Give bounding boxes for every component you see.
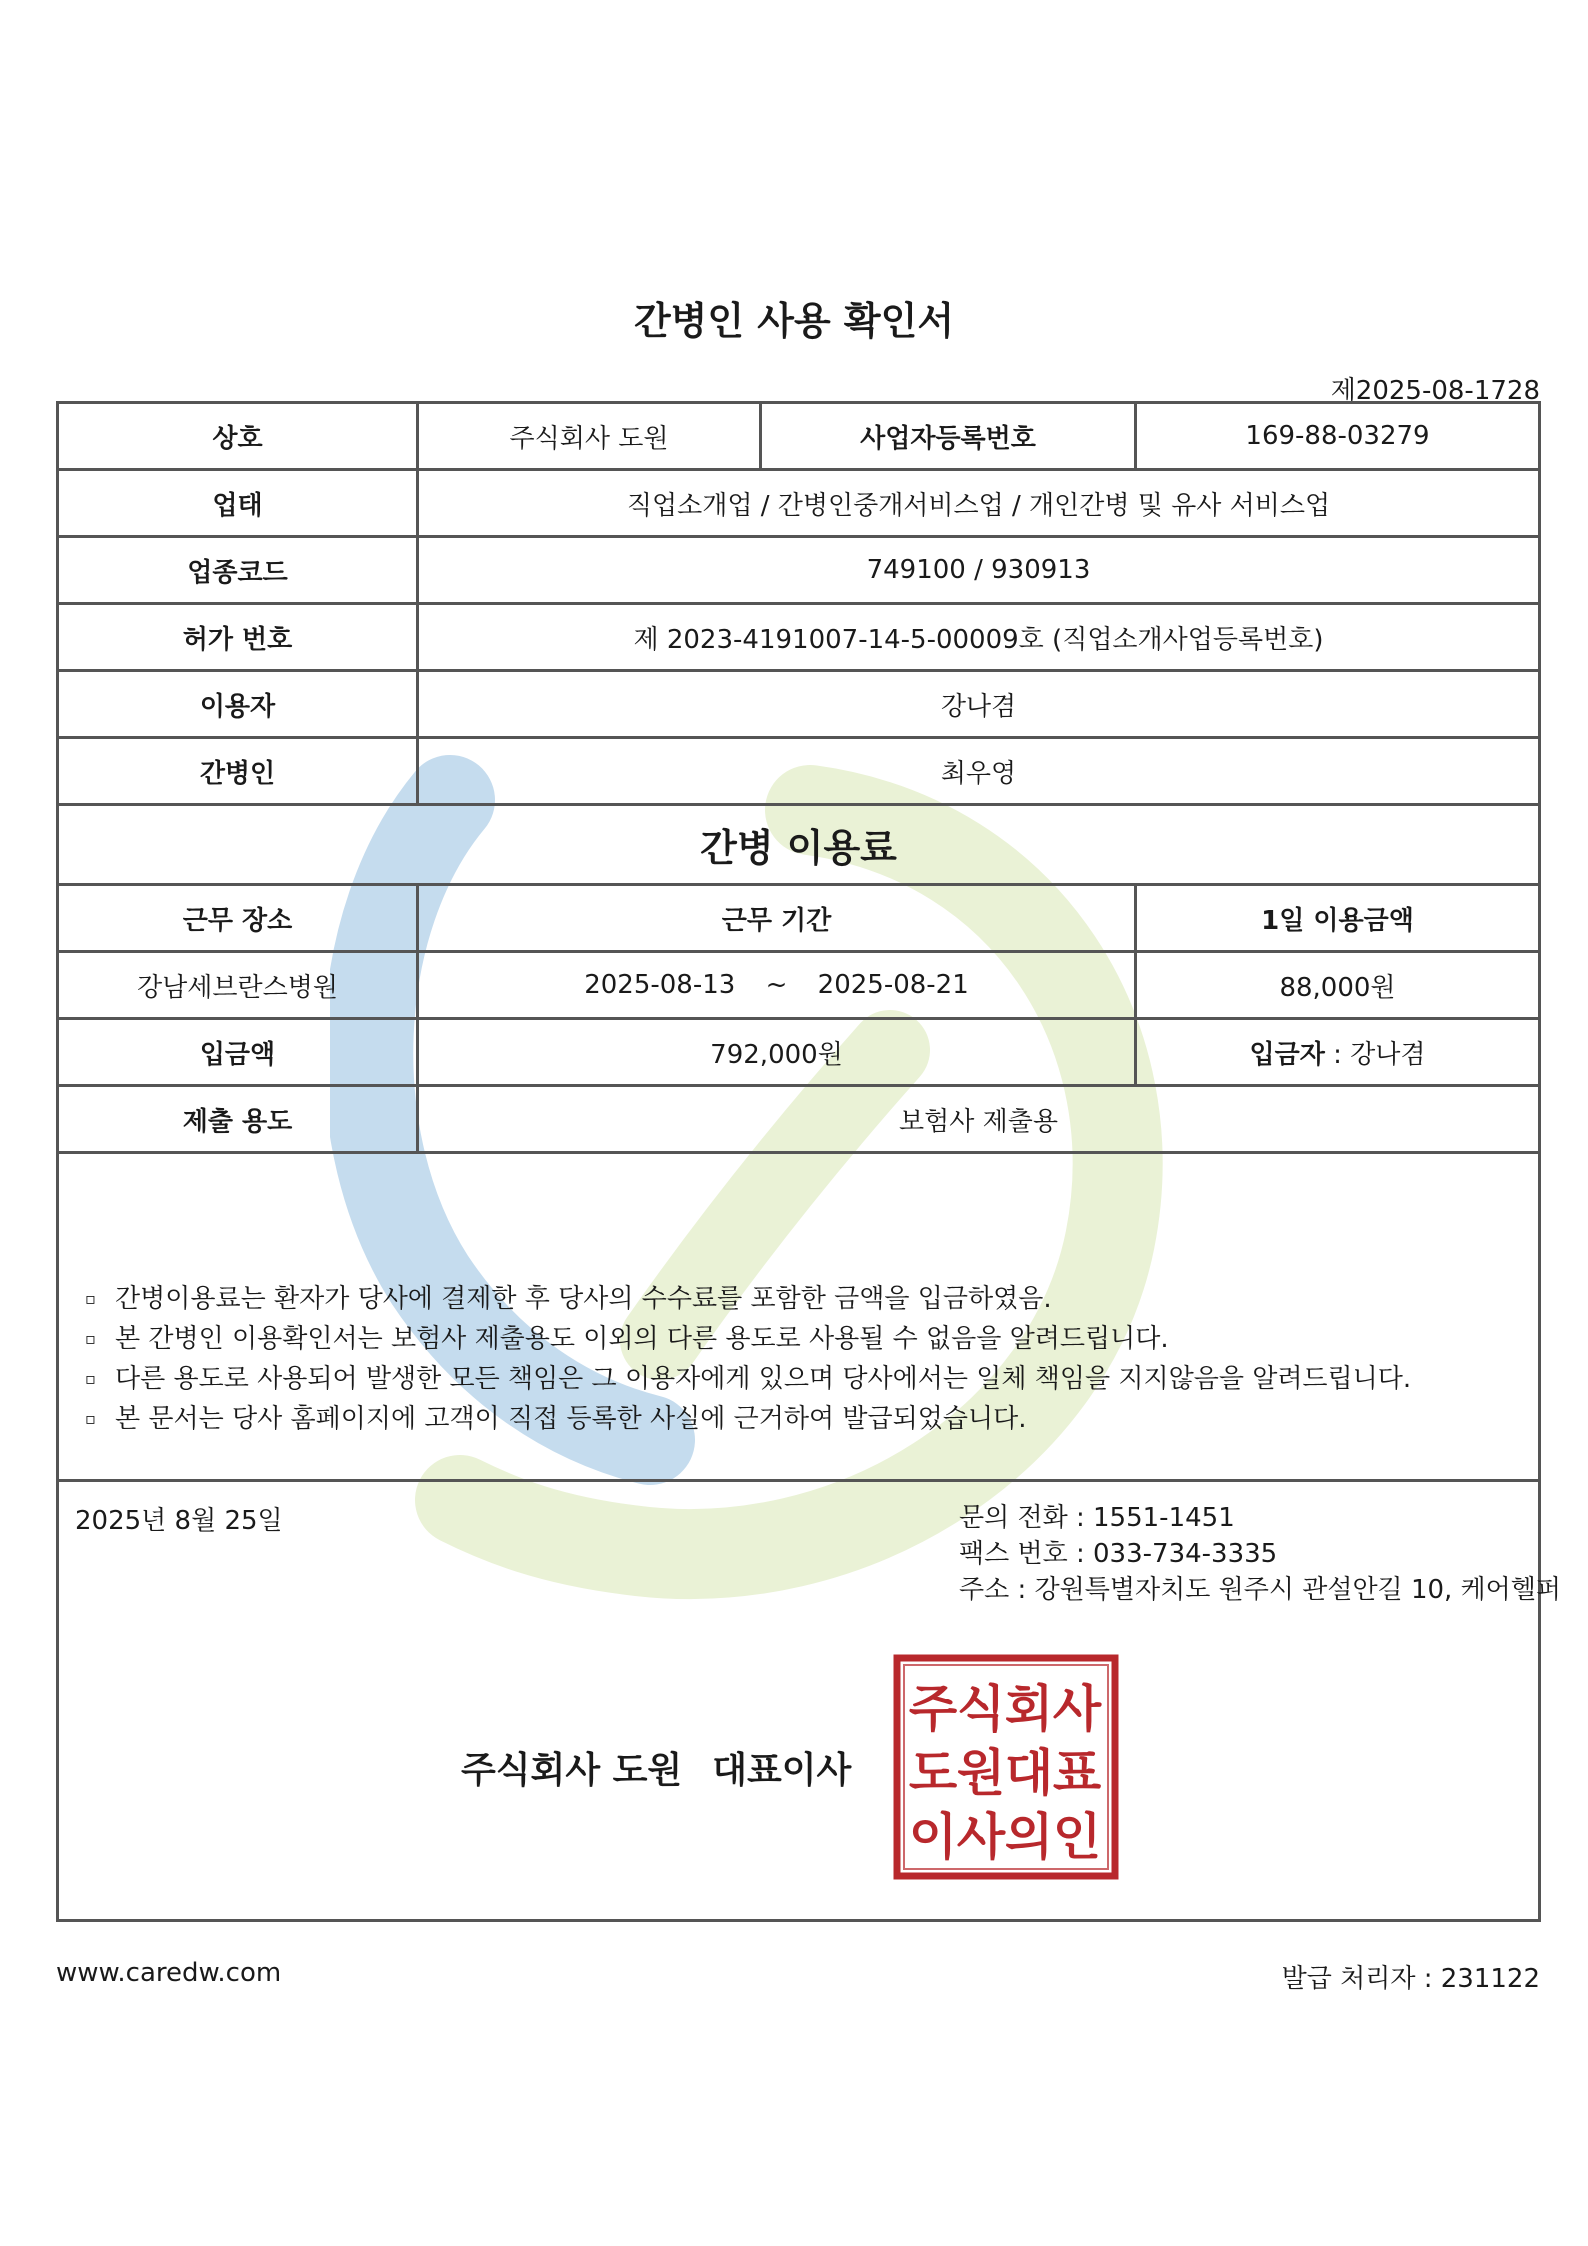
bullet-icon: ▫ bbox=[85, 1408, 96, 1428]
user-label: 이용자 bbox=[58, 671, 418, 738]
company-label: 상호 bbox=[58, 403, 418, 470]
bullet-icon: ▫ bbox=[85, 1288, 96, 1308]
seal-glyph: 인 bbox=[1052, 1808, 1102, 1866]
footer-row bbox=[58, 1481, 1540, 1921]
document-number: 제2025-08-1728 bbox=[1330, 376, 1540, 406]
seal-glyph: 이 bbox=[908, 1808, 958, 1866]
note-item: ▫ 본 문서는 당사 홈페이지에 고객이 직접 등록한 사실에 근거하여 발급되었습니다. bbox=[85, 1399, 1538, 1439]
fee-section-title: 간병 이용료 bbox=[58, 805, 1540, 885]
note-item: ▫ 다른 용도로 사용되어 발생한 모든 책임은 그 이용자에게 있으며 당사에서는 일체 책임을 지지않음을 알려드립니다. bbox=[85, 1359, 1538, 1399]
business-code-label: 업종코드 bbox=[58, 537, 418, 604]
seal-glyph: 식 bbox=[956, 1680, 1006, 1738]
daily-fee-header: 1일 이용금액 bbox=[1136, 885, 1540, 952]
fee-data-row bbox=[58, 952, 1540, 1019]
deposit-value: 792,000원 bbox=[418, 1019, 1136, 1086]
footer-cell bbox=[58, 1481, 1562, 1921]
purpose-label: 제출 용도 bbox=[58, 1086, 418, 1153]
company-value: 주식회사 도원 bbox=[418, 403, 761, 470]
contact-address: 주소 : 강원특별자치도 원주시 관설안길 10, 케어헬퍼 bbox=[959, 1575, 1562, 1605]
company-row bbox=[58, 403, 1540, 470]
contact-phone: 문의 전화 : 1551-1451 bbox=[959, 1503, 1235, 1533]
reg-number-value: 169-88-03279 bbox=[1136, 403, 1540, 470]
purpose-row bbox=[58, 1086, 1540, 1153]
user-value: 강나겸 bbox=[418, 671, 1540, 738]
company-signature bbox=[461, 1742, 851, 1793]
period-start: 2025-08-13 bbox=[584, 970, 736, 1000]
fee-header-row bbox=[58, 885, 1540, 952]
notes-list bbox=[59, 1279, 1538, 1439]
payer-value: : 강나겸 bbox=[1324, 1039, 1426, 1070]
seal-glyph: 주 bbox=[908, 1680, 958, 1738]
seal-glyph: 회 bbox=[1004, 1680, 1054, 1738]
document-title: 간병인 사용 확인서 bbox=[633, 299, 955, 343]
deposit-row bbox=[58, 1019, 1540, 1086]
business-type-row bbox=[58, 470, 1540, 537]
caregiver-value: 최우영 bbox=[418, 738, 1540, 805]
note-item: ▫ 본 간병인 이용확인서는 보험사 제출용도 이외의 다른 용도로 사용될 수 없음을 알려드립니다. bbox=[85, 1319, 1538, 1359]
seal-glyph: 사 bbox=[1052, 1680, 1102, 1738]
seal-glyph: 사 bbox=[956, 1808, 1006, 1866]
user-row bbox=[58, 671, 1540, 738]
notes-cell bbox=[58, 1153, 1540, 1481]
seal-glyph: 표 bbox=[1052, 1744, 1102, 1802]
permit-label: 허가 번호 bbox=[58, 604, 418, 671]
seal-glyph: 원 bbox=[956, 1744, 1006, 1802]
contact-fax: 팩스 번호 : 033-734-3335 bbox=[959, 1539, 1278, 1569]
period-separator: ~ bbox=[765, 970, 788, 1000]
work-period-value bbox=[418, 952, 1136, 1019]
work-period-header: 근무 기간 bbox=[418, 885, 1136, 952]
caregiver-row bbox=[58, 738, 1540, 805]
signature-title: 대표이사 bbox=[712, 1750, 852, 1791]
bullet-icon: ▫ bbox=[85, 1368, 96, 1388]
business-code-value: 749100 / 930913 bbox=[418, 537, 1540, 604]
business-type-value: 직업소개업 / 간병인중개서비스업 / 개인간병 및 유사 서비스업 bbox=[418, 470, 1540, 537]
seal-glyph: 도 bbox=[908, 1744, 958, 1802]
seal-glyph: 의 bbox=[1004, 1808, 1054, 1866]
note-item: ▫ 간병이용료는 환자가 당사에 결제한 후 당사의 수수료를 포함한 금액을 입금하였음. bbox=[85, 1279, 1538, 1319]
bullet-icon: ▫ bbox=[85, 1328, 96, 1348]
website-url: www.caredw.com bbox=[56, 1958, 282, 1988]
company-seal-stamp bbox=[893, 1654, 1119, 1880]
fee-section-row bbox=[58, 805, 1540, 885]
work-place-value: 강남세브란스병원 bbox=[58, 952, 418, 1019]
notes-row bbox=[58, 1153, 1540, 1481]
daily-fee-value: 88,000원 bbox=[1136, 952, 1540, 1019]
permit-value: 제 2023-4191007-14-5-00009호 (직업소개사업등록번호) bbox=[418, 604, 1540, 671]
signature-company: 주식회사 도원 bbox=[461, 1750, 683, 1791]
seal-glyph: 대 bbox=[1004, 1744, 1054, 1802]
payer-cell bbox=[1136, 1019, 1540, 1086]
business-code-row bbox=[58, 537, 1540, 604]
business-type-label: 업태 bbox=[58, 470, 418, 537]
caregiver-label: 간병인 bbox=[58, 738, 418, 805]
permit-row bbox=[58, 604, 1540, 671]
deposit-label: 입금액 bbox=[58, 1019, 418, 1086]
issuer-id: 발급 처리자 : 231122 bbox=[1281, 1964, 1540, 1994]
payer-label: 입금자 bbox=[1249, 1039, 1325, 1070]
period-end: 2025-08-21 bbox=[817, 970, 969, 1000]
contact-info bbox=[959, 1500, 1561, 1608]
purpose-value: 보험사 제출용 bbox=[418, 1086, 1540, 1153]
confirmation-table bbox=[56, 401, 1562, 1922]
reg-number-label: 사업자등록번호 bbox=[761, 403, 1136, 470]
issue-date: 2025년 8월 25일 bbox=[75, 1506, 283, 1536]
work-place-header: 근무 장소 bbox=[58, 885, 418, 952]
